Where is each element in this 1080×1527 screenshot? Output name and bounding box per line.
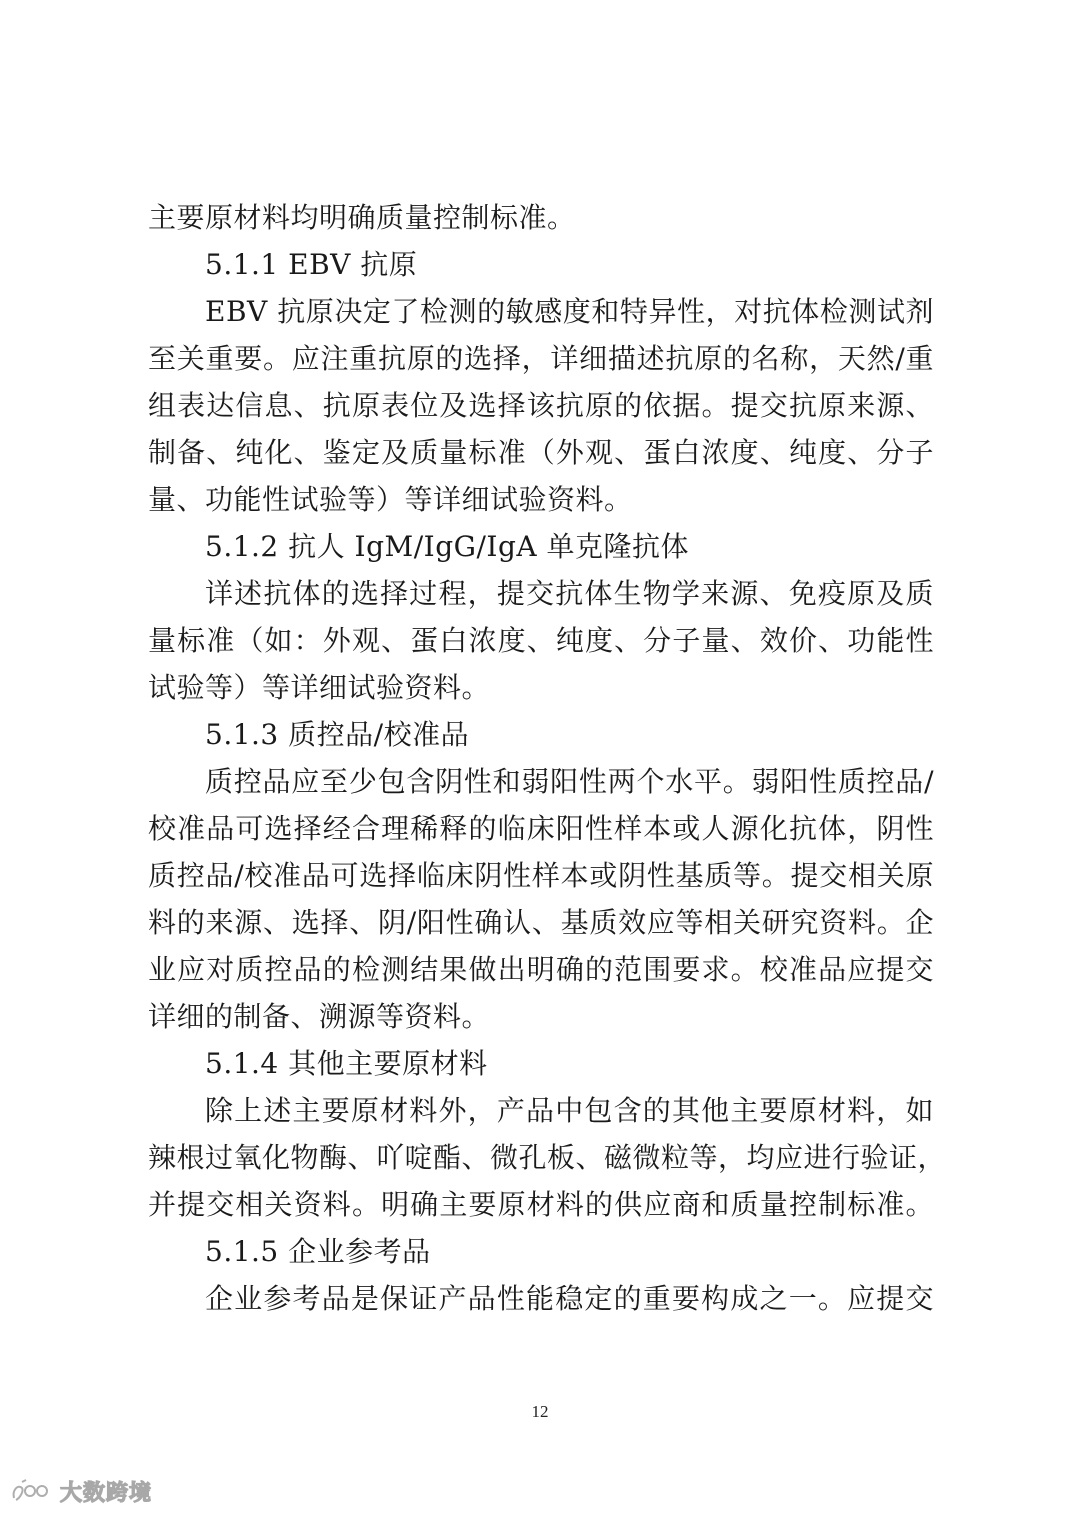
paragraph-line: 详细的制备、溯源等资料。: [148, 1000, 491, 1033]
paragraph-line: EBV 抗原决定了检测的敏感度和特异性，对抗体检测试剂: [205, 295, 934, 328]
paragraph-line: 除上述主要原材料外，产品中包含的其他主要原材料，如: [205, 1094, 934, 1127]
paragraph-line: 企业参考品是保证产品性能稳定的重要构成之一。应提交: [205, 1282, 934, 1315]
paragraph-line: 业应对质控品的检测结果做出明确的范围要求。校准品应提交: [148, 953, 934, 986]
paragraph-line: 校准品可选择经合理稀释的临床阳性样本或人源化抗体，阴性: [148, 812, 934, 845]
paragraph-line: 质控品应至少包含阴性和弱阳性两个水平。弱阳性质控品/: [205, 765, 934, 798]
logo-icon: [10, 1476, 54, 1506]
paragraph-line: 料的来源、选择、阴/阳性确认、基质效应等相关研究资料。企: [148, 906, 934, 939]
paragraph-line: 质控品/校准品可选择临床阴性样本或阴性基质等。提交相关原: [148, 859, 934, 892]
page-number: 12: [531, 1402, 549, 1421]
paragraph-line: 并提交相关资料。明确主要原材料的供应商和质量控制标准。: [148, 1188, 934, 1221]
paragraph-line: 组表达信息、抗原表位及选择该抗原的依据。提交抗原来源、: [148, 389, 934, 422]
paragraph-line: 量、功能性试验等）等详细试验资料。: [148, 483, 633, 516]
section-heading-5-1-4: 5.1.4 其他主要原材料: [205, 1047, 488, 1080]
paragraph-line: 制备、纯化、鉴定及质量标准（外观、蛋白浓度、纯度、分子: [148, 436, 934, 469]
paragraph-line: 试验等）等详细试验资料。: [148, 671, 491, 704]
section-heading-5-1-1: 5.1.1 EBV 抗原: [205, 248, 418, 281]
section-heading-5-1-2: 5.1.2 抗人 IgM/IgG/IgA 单克隆抗体: [205, 530, 690, 563]
paragraph-line: 详述抗体的选择过程，提交抗体生物学来源、免疫原及质: [205, 577, 934, 610]
section-heading-5-1-5: 5.1.5 企业参考品: [205, 1235, 431, 1268]
watermark-text: 大数跨境: [60, 1480, 153, 1506]
paragraph-line: 量标准（如：外观、蛋白浓度、纯度、分子量、效价、功能性: [148, 624, 934, 657]
watermark: [10, 1474, 152, 1508]
paragraph-line: 主要原材料均明确质量控制标准。: [148, 201, 576, 234]
paragraph-line: 至关重要。应注重抗原的选择，详细描述抗原的名称，天然/重: [148, 342, 934, 375]
section-heading-5-1-3: 5.1.3 质控品/校准品: [205, 718, 470, 751]
paragraph-line: 辣根过氧化物酶、吖啶酯、微孔板、磁微粒等，均应进行验证，: [148, 1141, 947, 1174]
